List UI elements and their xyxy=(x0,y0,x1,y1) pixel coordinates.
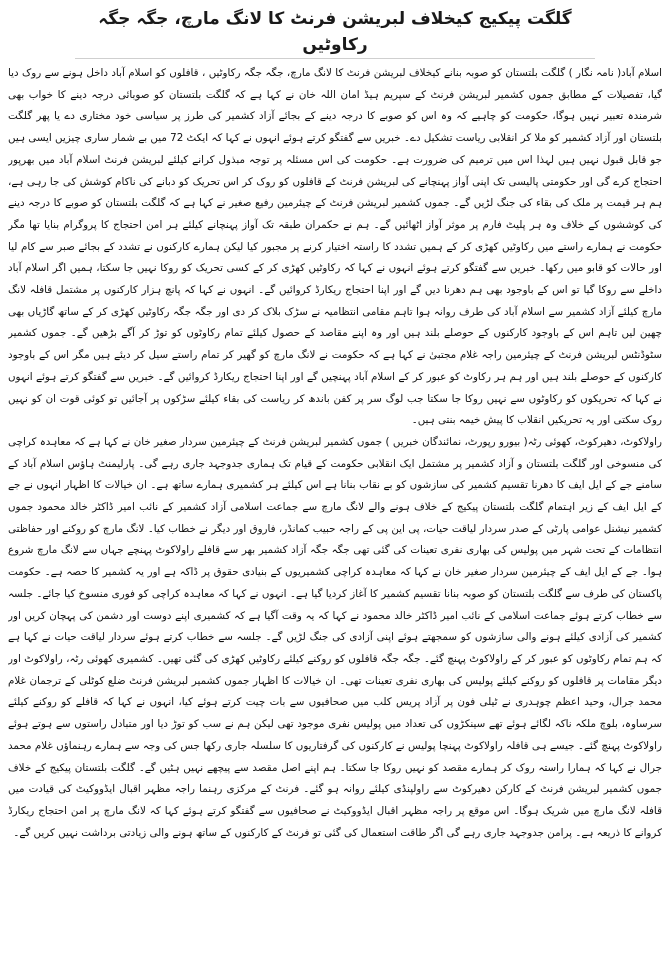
article-paragraph-2: راولاکوٹ، دھیرکوٹ، کھوئی رٹہ( بیورو رپورٹ، نمائندگان خبریں ) جموں کشمیر لبریشن فرنٹ کے چیئرمین سردار صغیر خان نے کہا ہے کہ معاہدہ کراچی کی منسوخی اور گلگت بلتستان و آزاد کشمیر پر مشتمل ایک انقلابی حکومت کے قیام تک ہماری جدوجہد جاری رہے گی۔ پارلیمنٹ ہاؤس اسلام آباد کے سامنے جے کے ایل ایف کا دھرنا تقسیم کشمیر کی سازشوں کو بے نقاب بنانا ہے اس کیلئے ہر کشمیری ہمارے ساتھ ہے۔ ان خیالات کا اظہار انہوں نے جے کے ایل ایف کے زیر اہتمام گلگت بلتستان پیکیج کے خلاف ہونے والے لانگ مارچ سے جماعت اسلامی آزاد کشمیر کے نائب امیر ڈاکٹر خالد محمود جموں کشمیر نیشنل عوامی پارٹی کے صدر سردار لیاقت حیات، پی این پی کے راجہ حبیب کمانڈر، فاروق اور دیگر نے خطاب کیا۔ لانگ مارچ کو روکنے اور حفاظتی انتظامات کے تحت شہر میں پولیس کی بھاری نفری تعینات کی گئی تھی جگہ جگہ آزاد کشمیر بھر سے قافلے راولاکوٹ پہنچے جہاں سے لانگ مارچ شروع ہوا۔ جے کے ایل ایف کے چیئرمین سردار صغیر خان نے کہا کہ معاہدہ کراچی کشمیریوں کے بنیادی حقوق پر ڈاکہ ہے اور یہ کشمیر کا حصہ ہے۔ حکومت پاکستان کی طرف سے گلگت بلتستان کو صوبہ بنانا تقسیم کشمیر کا آغاز کردیا گیا ہے۔ انہوں نے کہا کہ معاہدہ کراچی کو فوری منسوخ کیا جائے۔ جلسہ سے خطاب کرتے ہوئے جماعت اسلامی کے نائب امیر ڈاکٹر خالد محمود نے کہا کہ یہ وقت آگیا ہے کہ کشمیری اپنے دوست اور دشمن کی پہچان کریں اور کشمیر کی آزادی کیلئے ہونے والی سازشوں کو سمجھتے ہوئے اپنی آزادی کی جنگ لڑیں گے۔ جلسہ سے خطاب کرتے ہوئے سردار لیاقت حیات نے کہا ہے کہ ہم تمام رکاوٹوں کو عبور کر کے راولاکوٹ پہنچ گئے۔ جگہ جگہ قافلوں کو روکنے کیلئے رکاوٹیں کھڑی کی گئی تھیں۔ کشمیری کھوئی رٹہ، راولاکوٹ اور دیگر مقامات پر قافلوں کو روکنے کیلئے پولیس کی بھاری نفری تعینات تھی۔ ان خیالات کا اظہار جموں کشمیر لبریشن فرنٹ ضلع کوٹلی کے ترجمان غلام محمد جرال، وحید اعظم چوہدری نے ٹیلی فون پر آزاد پریس کلب میں صحافیوں سے بات چیت کرتے ہوئے کیا، انہوں نے کہا کہ قافلے کو روکنے کیلئے سرساوہ، بلوچ ملکہ ناکہ لگائے ہوئے تھے سینکڑوں کی تعداد میں پولیس نفری موجود تھی لیکن ہم نے سب کو توڑ دیا اور متبادل راستوں سے ہوتے ہوئے راولاکوٹ پہنچ گئے۔ جیسے ہی قافلہ راولاکوٹ پہنچا پولیس نے کارکنوں کی گرفتاریوں کا سلسلہ جاری رکھا جس کی وجہ سے ہمارے رہنماؤں غلام محمد جرال نے کہا کہ ہمارا راستہ روک کر ہمارے مقصد کو نہیں روکا جا سکتا۔ ہم اپنے اصل مقصد سے پیچھے نہیں ہٹیں گے۔ گلگت بلتستان پیکیج کے خلاف جموں کشمیر لبریشن فرنٹ کے کارکن دھیرکوٹ سے راولپنڈی کیلئے روانہ ہو گئے۔ فرنٹ کے مرکزی رہنما راجہ مظہر اقبال ایڈووکیٹ کی قیادت میں قافلہ لانگ مارچ میں شریک ہوگا۔ اس موقع پر راجہ مظہر اقبال ایڈووکیٹ نے صحافیوں سے گفتگو کرتے ہوئے کہا کہ لانگ مارچ پر امن احتجاج ریکارڈ کروانے کا ذریعہ ہے۔ پرامن جدوجہد جاری رہے گی اگر طاقت استعمال کی گئی تو فرنٹ کے کارکنوں کے ساتھ ہونے والی زیادتی برداشت نہیں کریں گے۔ xyxy=(8,435,662,839)
article-paragraph-1: اسلام آباد( نامہ نگار ) گلگت بلتستان کو صوبہ بنانے کیخلاف لبریشن فرنٹ کا لانگ مارچ، جگہ جگہ رکاوٹیں ، قافلوں کو اسلام آباد داخل ہونے سے روک دیا گیا، تفصیلات کے مطابق جموں کشمیر لبریشن فرنٹ کے سپریم ہیڈ امان اللہ خان نے کہا ہے کہ گلگت بلتستان کو صوبائی درجہ دینے کا خواب بھی شرمندہ تعبیر نہیں ہوگا، حکومت کو چاہیے کہ وہ اس کو صوبے کا درجہ دینے کے بجائے آزاد کشمیر کی طرز پر سیاسی خود مختاری دے یا پھر گلگت بلتستان اور آزاد کشمیر کو ملا کر انقلابی ریاست تشکیل دے۔ خبریں سے گفتگو کرتے ہوئے انہوں نے کہا کہ ایکٹ 72 میں بے شمار ساری چیزیں ایسی ہیں جو قابل قبول نہیں ہیں لہذا اس میں ترمیم کی ضرورت ہے۔ حکومت کی اس مسئلہ پر توجہ مبذول کرانے کیلئے لبریشن فرنٹ اسلام آباد میں بھرپور احتجاج کرے گی اور حکومتی پالیسی تک اپنی آواز پہنچانے کی لبریشن فرنٹ کے قافلوں کو روک کر اس تحریک کو دبانے کی ناکام کوشش کی جا رہی ہے، ہم ہر قیمت پر ملک کی بقاء کی جنگ لڑیں گے۔ جموں کشمیر لبریشن فرنٹ کے چیئرمین رفیع صغیر نے کہا ہے کہ گلگت بلتستان کو صوبے کا درجہ دینے کی کوششوں کے خلاف وہ ہر پلیٹ فارم پر موثر آواز اٹھائیں گے۔ ہم نے حکمران طبقہ تک آواز پہنچانے کیلئے ہر امن احتجاج کا پروگرام بنایا تھا مگر حکومت نے ہمارے راستے میں رکاوٹیں کھڑی کر کے ہمیں تشدد کا راستہ اختیار کرنے پر مجبور کیا لیکن ہمارے کارکنوں نے تشدد کے بجائے صبر سے کام لیا اور حالات کو قابو میں رکھا۔ خبریں سے گفتگو کرتے ہوئے انہوں نے کہا کہ رکاوٹیں کھڑی کر کے کسی تحریک کو روکا نہیں جا سکتا، ہمیں اگر اسلام آباد داخلے سے روکا گیا تو اس کے باوجود بھی ہم دھرنا دیں گے اور اپنا احتجاج ریکارڈ کروائیں گے۔ انہوں نے کہا کہ پانچ ہزار کارکنوں پر مشتمل قافلہ لانگ مارچ کیلئے آزاد کشمیر سے اسلام آباد کی طرف روانہ ہوا تاہم مقامی انتظامیہ نے سڑک بلاک کر دی اور جگہ جگہ رکاوٹیں کھڑی کر کے ساتھ گاڑیاں بھی چھین لیں تاہم اس کے باوجود کارکنوں کے حوصلے بلند ہیں اور وہ اپنے مقاصد کے حصول کیلئے تمام رکاوٹوں کو توڑ کر آگے بڑھیں گے۔ جموں کشمیر سٹوڈنٹس لبریشن فرنٹ کے چیئرمین راجہ غلام مجتبیٰ نے کہا ہے کہ حکومت نے لانگ مارچ کو گھیر کر تمام راستے سیل کر دیئے ہیں مگر اس کے باوجود کارکنوں کے حوصلے بلند ہیں اور ہم ہر رکاوٹ کو عبور کر کے اسلام آباد پہنچیں گے اور اپنا احتجاج ریکارڈ کروائیں گے۔ خبریں سے گفتگو کرتے ہوئے انہوں نے کہا کہ تحریکوں کو رکاوٹوں سے نہیں روکا جا سکتا جب لوگ سر پر کفن باندھ کر ریاست کی بقاء کیلئے سڑکوں پر آجائیں تو کوئی قوت ان کو نہیں روک سکتی اور یہ تحریکیں انقلاب کا پیش خیمہ بنتی ہیں۔ xyxy=(8,67,662,427)
article-body xyxy=(8,63,662,951)
headline: گلگت پیکیج کیخلاف لبریشن فرنٹ کا لانگ مارچ، جگہ جگہ رکاوٹیں xyxy=(75,6,595,59)
